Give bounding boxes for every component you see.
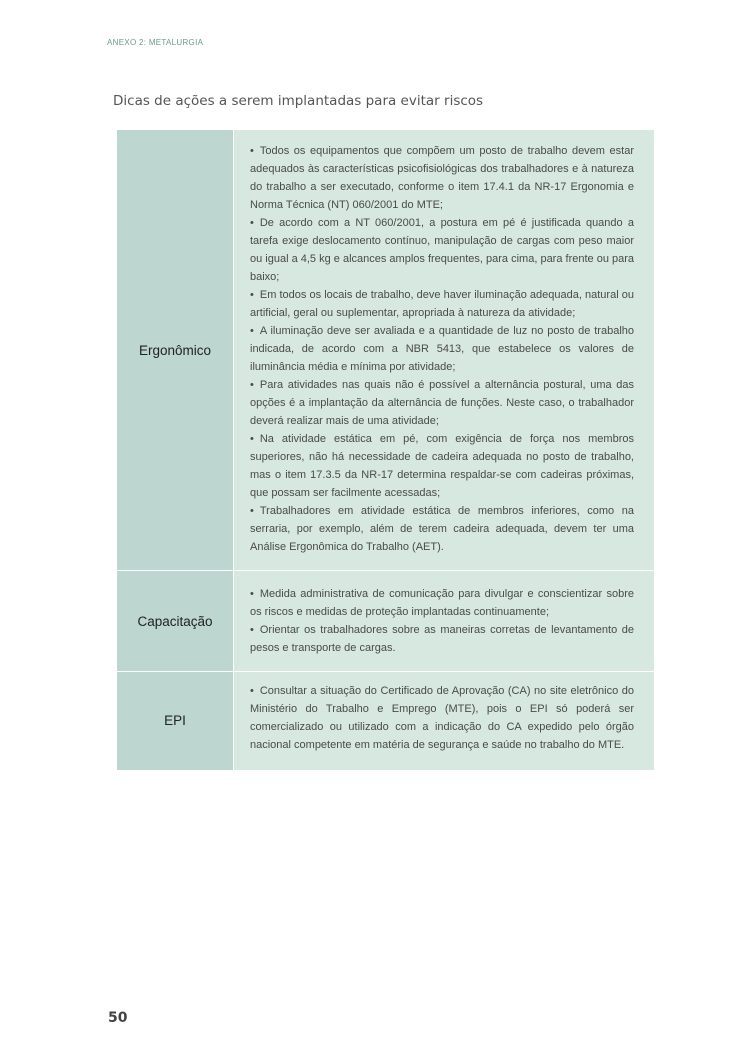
- list-item: • Consultar a situação do Certificado de Aprovação (CA) no site eletrônico do Ministério do Trabalho e Emprego (MTE), pois o EPI só poderá ser comercializado ou utilizado com a indicação do CA expedido pelo órgão nacional competente em matéria de segurança e saúde no trabalho do MTE.: [250, 685, 634, 751]
- bullet-icon: •: [250, 145, 254, 157]
- list-item: • Medida administrativa de comunicação para divulgar e conscientizar sobre os riscos e medidas de proteção implantadas continuamente;: [250, 588, 634, 618]
- table-row-ergonomico: [117, 130, 654, 571]
- table-row-capacitacao: [117, 571, 654, 672]
- list-item: • Orientar os trabalhadores sobre as maneiras corretas de levantamento de pesos e transporte de cargas.: [250, 624, 634, 654]
- list-item: • De acordo com a NT 060/2001, a postura em pé é justificada quando a tarefa exige deslocamento contínuo, manipulação de cargas com peso maior ou igual a 4,5 kg e alcances amplos frequentes, para cima, para frente ou para baixo;: [250, 217, 635, 283]
- list-item: • Trabalhadores em atividade estática de membros inferiores, como na serraria, por exemplo, além de terem cadeira adequada, devem ter uma Análise Ergonômica do Trabalho (AET).: [250, 505, 634, 553]
- bullet-icon: •: [250, 588, 254, 600]
- bullet-icon: •: [250, 217, 254, 229]
- description-cell: [234, 672, 655, 770]
- description-cell: [234, 130, 655, 571]
- bullet-icon: •: [250, 624, 254, 636]
- description-cell: [234, 571, 655, 672]
- bullet-icon: •: [250, 379, 254, 391]
- running-head: ANEXO 2: METALURGIA: [107, 38, 204, 47]
- bullet-icon: •: [250, 505, 254, 517]
- list-item: • A iluminação deve ser avaliada e a quantidade de luz no posto de trabalho indicada, de acordo com a NBR 5413, que estabelece os valores de iluminância média e mínima por atividade;: [250, 325, 634, 373]
- list-item: • Todos os equipamentos que compõem um posto de trabalho devem estar adequados às características psicofisiológicas dos trabalhadores e à natureza do trabalho a ser executado, conforme o item 17.4.1 da NR-17 Ergonomia e Norma Técnica (NT) 060/2001 do MTE;: [250, 145, 634, 211]
- page-number: 50: [108, 1010, 128, 1026]
- bullet-icon: •: [250, 325, 254, 337]
- category-cell: Ergonômico: [117, 130, 234, 571]
- list-item: • Em todos os locais de trabalho, deve haver iluminação adequada, natural ou artificial, geral ou suplementar, apropriada à natureza da atividade;: [250, 289, 634, 319]
- bullet-icon: •: [250, 685, 254, 697]
- section-title: Dicas de ações a serem implantadas para evitar riscos: [113, 93, 484, 109]
- category-cell: Capacitação: [117, 571, 234, 672]
- table-row-epi: [117, 672, 654, 770]
- risk-tips-table: [117, 130, 654, 770]
- bullet-icon: •: [250, 433, 254, 445]
- bullet-icon: •: [250, 289, 254, 301]
- category-cell: EPI: [117, 672, 234, 770]
- list-item: • Para atividades nas quais não é possível a alternância postural, uma das opções é a implantação da alternância de funções. Neste caso, o trabalhador deverá realizar mais de uma atividade;: [250, 379, 634, 427]
- list-item: • Na atividade estática em pé, com exigência de força nos membros superiores, não há necessidade de cadeira adequada no posto de trabalho, mas o item 17.3.5 da NR-17 determina respaldar-se com cadeiras próximas, que possam ser facilmente acessadas;: [250, 433, 634, 499]
